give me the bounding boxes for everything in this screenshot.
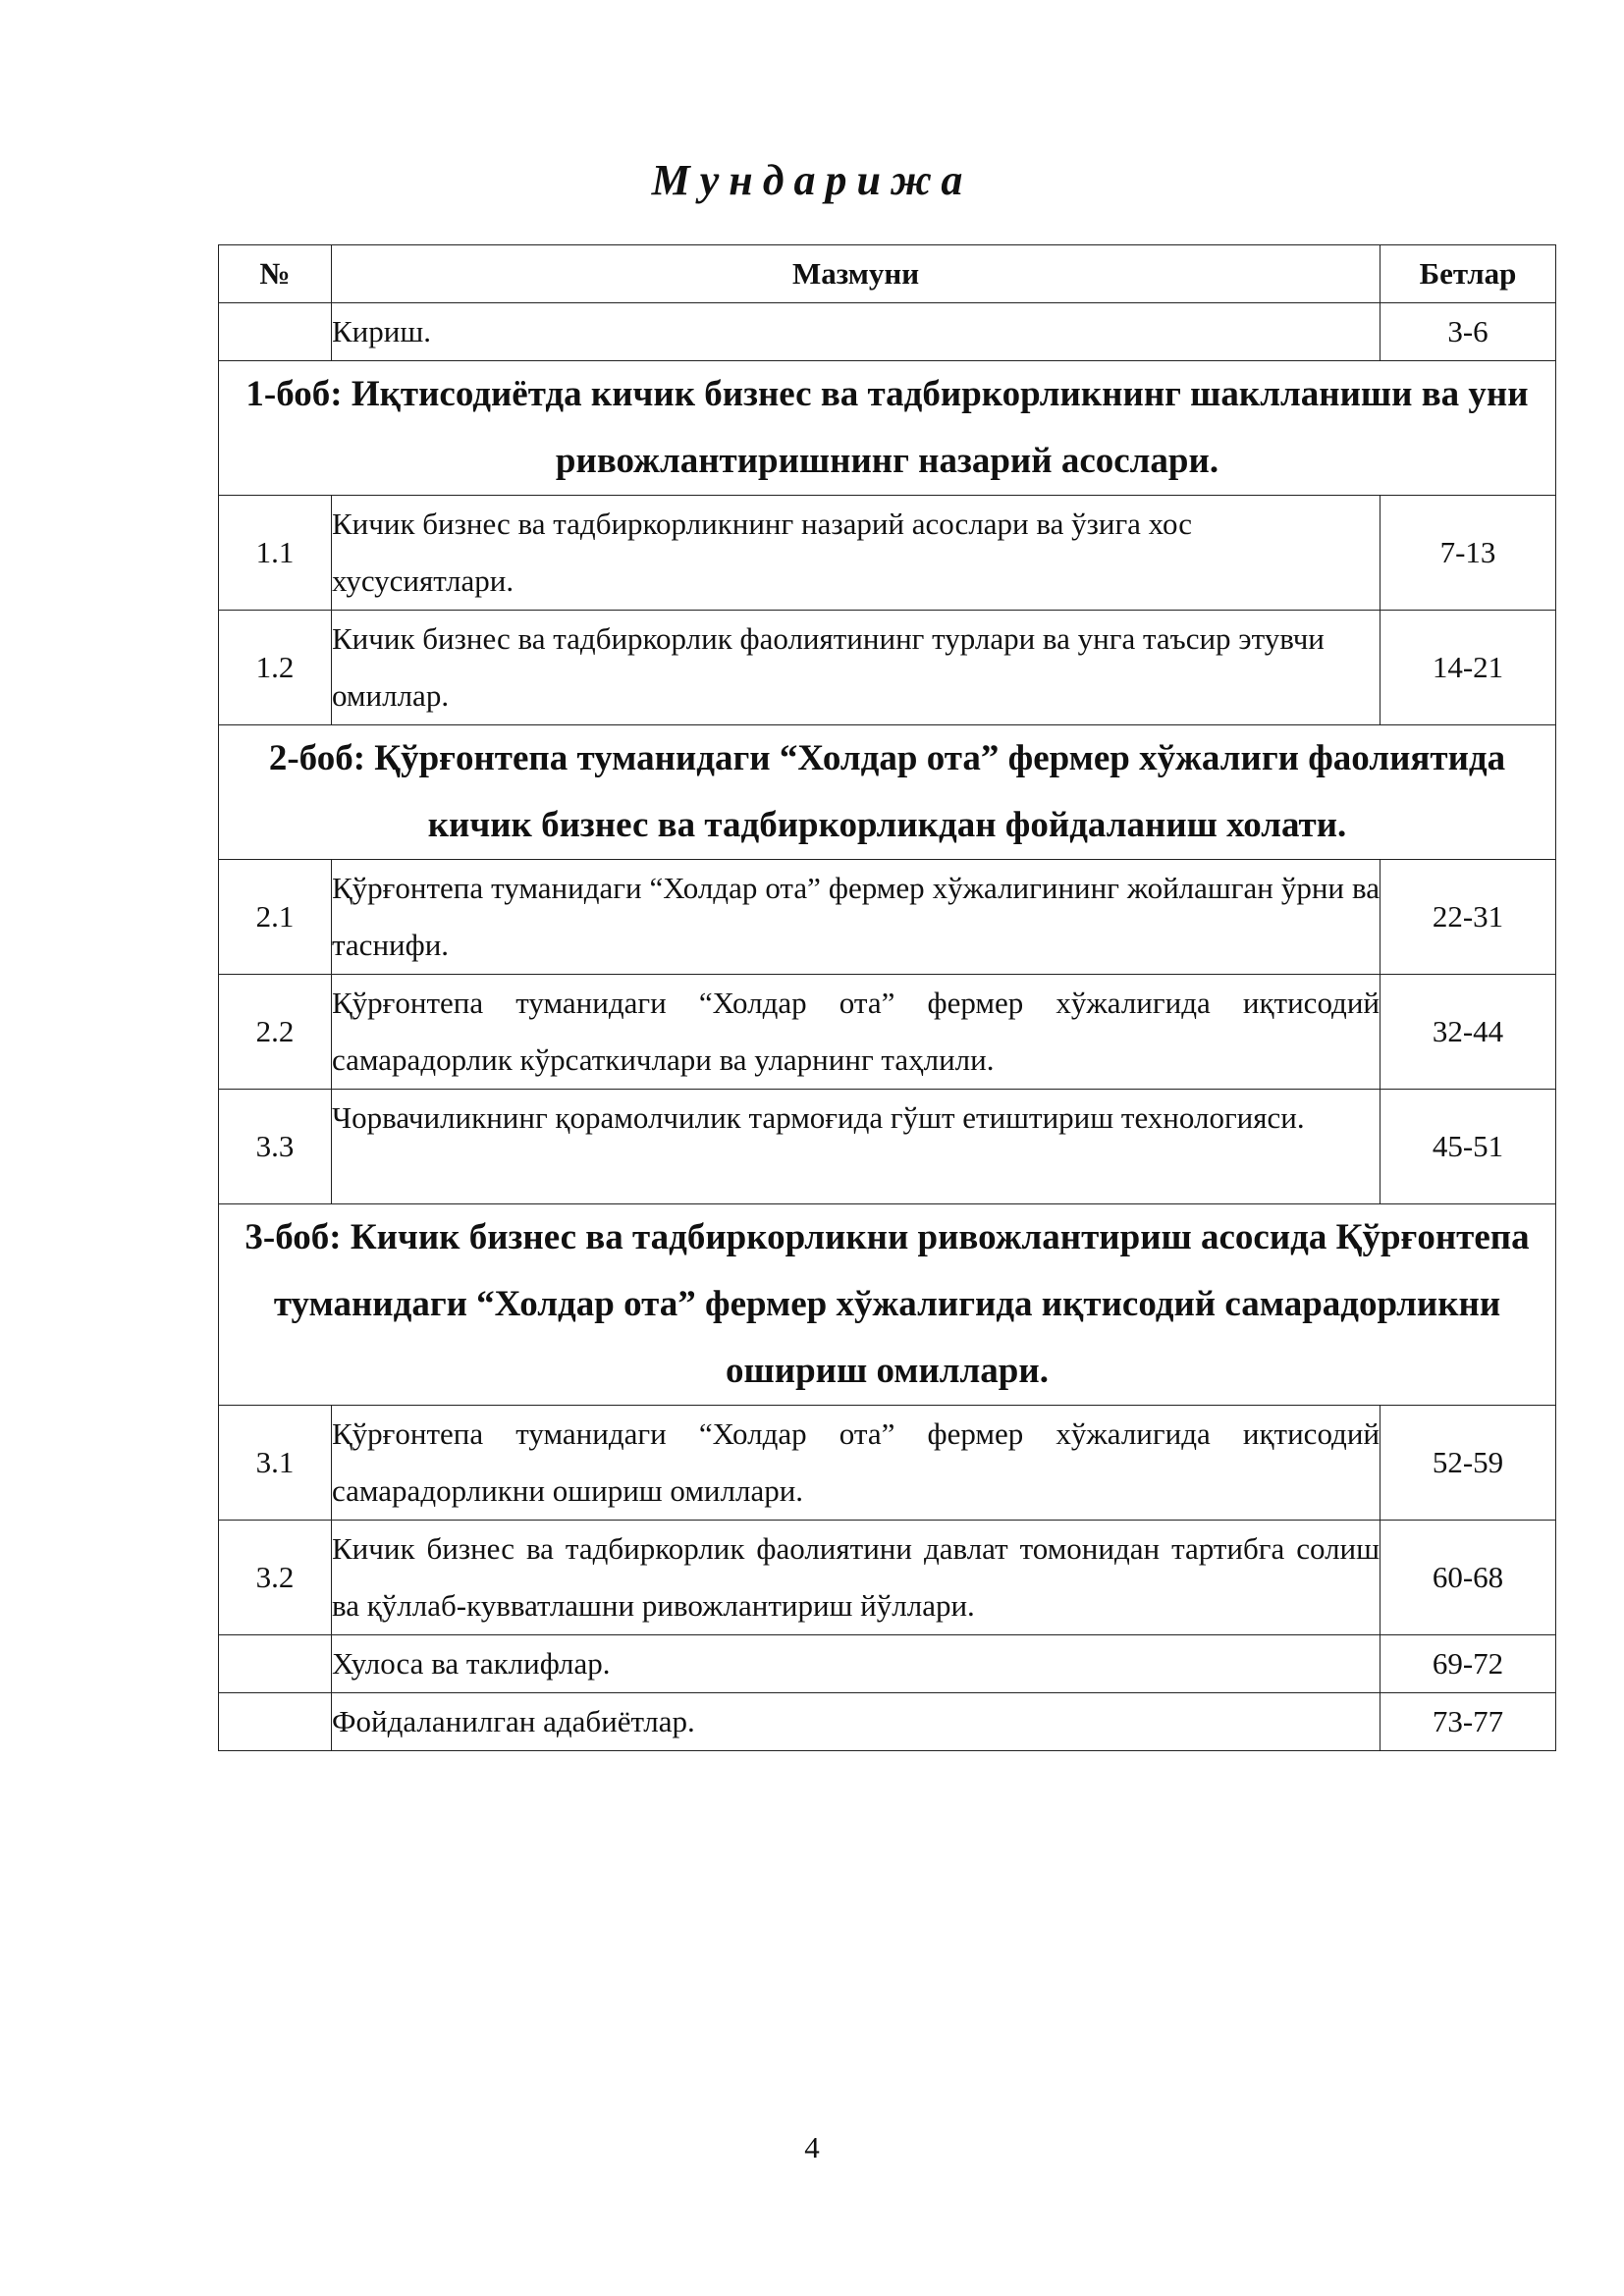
chapter-row-3 xyxy=(219,1204,1556,1406)
chapter-row-2 xyxy=(219,725,1556,860)
row-title: Кириш. xyxy=(332,303,1380,361)
row-pages: 3-6 xyxy=(1380,303,1556,361)
row-number xyxy=(219,1693,332,1751)
row-number: 2.1 xyxy=(219,860,332,975)
row-title: Чорвачиликнинг қорамолчилик тармоғида гўшт етиштириш технологияси. xyxy=(332,1090,1380,1204)
document-title: Мундарижа xyxy=(651,156,973,204)
row-number xyxy=(219,303,332,361)
toc-row-references xyxy=(219,1693,1556,1751)
row-title: Қўрғонтепа туманидаги “Холдар ота” фермер хўжалигининг жойлашган ўрни ва таснифи. xyxy=(332,860,1380,975)
row-title: Кичик бизнес ва тадбиркорлик фаолиятини давлат томонидан тартибга солиш ва қўллаб-кувватлашни ривожлантириш йўллари. xyxy=(332,1521,1380,1635)
row-title: Қўрғонтепа туманидаги “Холдар ота” фермер хўжалигида иқтисодий самарадорликни ошириш омиллари. xyxy=(332,1406,1380,1521)
row-number: 3.1 xyxy=(219,1406,332,1521)
row-title: Фойдаланилган адабиётлар. xyxy=(332,1693,1380,1751)
chapter-title: 1-боб: Иқтисодиётда кичик бизнес ва тадбиркорликнинг шаклланиши ва уни ривожлантиришнинг назарий асослари. xyxy=(219,361,1556,496)
toc-row-2-2 xyxy=(219,975,1556,1090)
row-pages: 7-13 xyxy=(1380,496,1556,611)
row-title: Кичик бизнес ва тадбиркорликнинг назарий асослари ва ўзига хос хусусиятлари. xyxy=(332,496,1380,611)
chapter-title: 3-боб: Кичик бизнес ва тадбиркорликни ривожлантириш асосида Қўрғонтепа туманидаги “Холдар ота” фермер хўжалигида иқтисодий самарадорликни ошириш омиллари. xyxy=(219,1204,1556,1406)
row-pages: 52-59 xyxy=(1380,1406,1556,1521)
chapter-title: 2-боб: Қўрғонтепа туманидаги “Холдар ота” фермер хўжалиги фаолиятида кичик бизнес ва тадбиркорликдан фойдаланиш холати. xyxy=(219,725,1556,860)
header-pages: Бетлар xyxy=(1380,245,1556,303)
toc-row-2-1 xyxy=(219,860,1556,975)
row-number: 1.2 xyxy=(219,611,332,725)
row-number xyxy=(219,1635,332,1693)
row-number: 3.2 xyxy=(219,1521,332,1635)
row-pages: 14-21 xyxy=(1380,611,1556,725)
table-of-contents xyxy=(218,244,1556,1751)
row-pages: 73-77 xyxy=(1380,1693,1556,1751)
row-pages: 60-68 xyxy=(1380,1521,1556,1635)
toc-row-1-2 xyxy=(219,611,1556,725)
row-number: 3.3 xyxy=(219,1090,332,1204)
row-pages: 22-31 xyxy=(1380,860,1556,975)
toc-row-3-2 xyxy=(219,1521,1556,1635)
row-title: Қўрғонтепа туманидаги “Холдар ота” фермер хўжалигида иқтисодий самарадорлик кўрсаткичлари ва уларнинг таҳлили. xyxy=(332,975,1380,1090)
chapter-row-1 xyxy=(219,361,1556,496)
header-number: № xyxy=(219,245,332,303)
header-row xyxy=(219,245,1556,303)
toc-row-1-1 xyxy=(219,496,1556,611)
row-title: Кичик бизнес ва тадбиркорлик фаолиятининг турлари ва унга таъсир этувчи омиллар. xyxy=(332,611,1380,725)
toc-row-introduction xyxy=(219,303,1556,361)
row-pages: 69-72 xyxy=(1380,1635,1556,1693)
row-number: 1.1 xyxy=(219,496,332,611)
page-number: 4 xyxy=(804,2130,820,2164)
toc-row-3-1 xyxy=(219,1406,1556,1521)
row-pages: 45-51 xyxy=(1380,1090,1556,1204)
toc-row-3-3 xyxy=(219,1090,1556,1204)
row-number: 2.2 xyxy=(219,975,332,1090)
header-content: Мазмуни xyxy=(332,245,1380,303)
row-pages: 32-44 xyxy=(1380,975,1556,1090)
row-title: Хулоса ва таклифлар. xyxy=(332,1635,1380,1693)
toc-row-conclusion xyxy=(219,1635,1556,1693)
